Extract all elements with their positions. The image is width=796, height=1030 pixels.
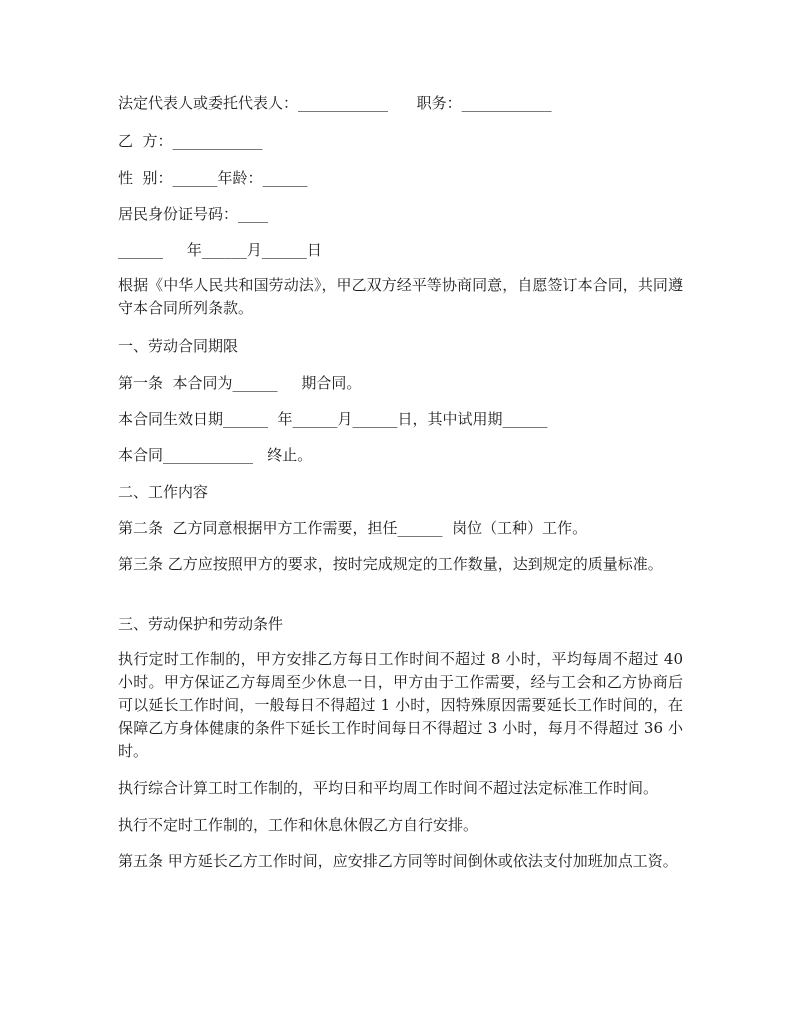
article-1: 第一条 本合同为______ 期合同。 <box>118 374 362 392</box>
article-3: 第三条 乙方应按照甲方的要求，按时完成规定的工作数量，达到规定的质量标准。 <box>118 555 663 573</box>
section-3-heading: 三、劳动保护和劳动条件 <box>118 615 284 633</box>
party-b-line: 乙 方：____________ <box>118 132 263 150</box>
section-1-heading: 一、劳动合同期限 <box>118 337 239 355</box>
gender-age-line: 性 别：______年龄：______ <box>118 169 308 187</box>
intro-paragraph: 根据《中华人民共和国劳动法》，甲乙双方经平等协商同意，自愿签订本合同，共同遵守本合同所列条款。 <box>118 276 683 317</box>
section-2-heading: 二、工作内容 <box>118 483 209 501</box>
article-2: 第二条 乙方同意根据甲方工作需要，担任______ 岗位（工种）工作。 <box>118 519 588 537</box>
flexible-hours-paragraph: 执行不定时工作制的，工作和休息休假乙方自行安排。 <box>118 816 479 834</box>
comprehensive-hours-paragraph: 执行综合计算工时工作制的，平均日和平均周工作时间不超过法定标准工作时间。 <box>118 779 659 797</box>
effective-date-line: 本合同生效日期______ 年______月______日，其中试用期______ <box>118 410 548 428</box>
contract-end-line: 本合同____________ 终止。 <box>118 446 313 464</box>
article-5: 第五条 甲方延长乙方工作时间，应安排乙方同等时间倒休或依法支付加班加点工资。 <box>118 852 678 870</box>
legal-representative-line: 法定代表人或委托代表人：____________ 职务：____________ <box>118 94 552 112</box>
id-number-line: 居民身份证号码：____ <box>118 205 269 223</box>
date-line: ______ 年______月______日 <box>118 241 322 259</box>
fixed-hours-paragraph: 执行定时工作制的，甲方安排乙方每日工作时间不超过 8 小时，平均每周不超过 40 小时。甲方保证乙方每周至少休息一日，甲方由于工作需要，经与工会和乙方协商后可以延长工作时间，一般每日不得超过 1 小时，因特殊原因需要延长工作时间的，在保障乙方身体健康的条件下延长工作时间每日不得超过 3 小时，每月不得超过 36 小时。 <box>118 650 683 760</box>
